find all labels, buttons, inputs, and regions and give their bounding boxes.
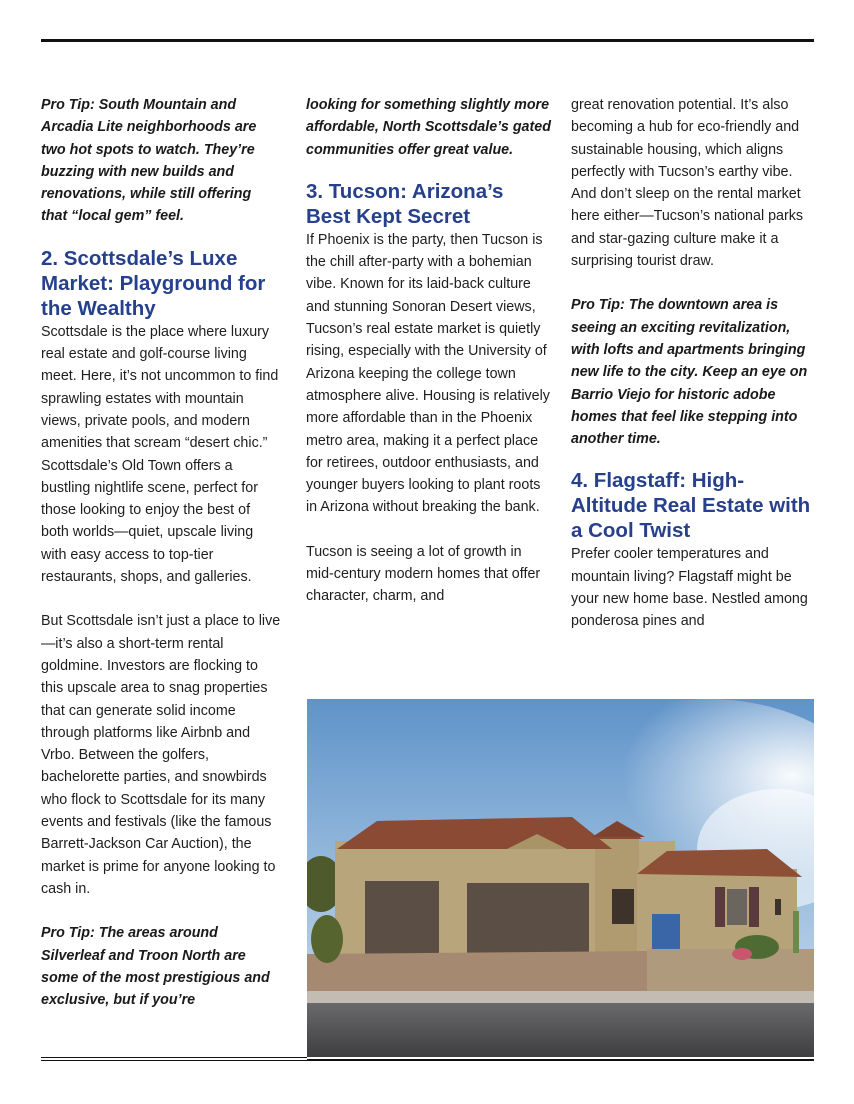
column-3 [571,94,817,633]
section-heading: 4. Flagstaff: High-Altitude Real Estate with a Cool Twist [571,469,811,543]
body-paragraph: If Phoenix is the party, then Tucson is the chill after-party with a bohemian vibe. Known for its laid-back culture and stunning Sonoran Desert views, Tucson’s real estate market is quietly rising, especially with the University of Arizona keeping the college town atmosphere alive. Housing is relatively more affordable than in the Phoenix metro area, making it a perfect place for retirees, outdoor enthusiasts, and younger buyers looking to plant roots in Arizona without breaking the bank. [306,231,550,516]
section-heading: 3. Tucson: Arizona’s Best Kept Secret [306,179,504,228]
top-rule [41,39,814,42]
body-paragraph: Tucson is seeing a lot of growth in mid-century modern homes that offer character, charm, and [306,543,541,605]
pro-tip-continued: looking for something slightly more affordable, North Scottsdale’s gated communities offer great value. [306,97,551,158]
body-paragraph: Prefer cooler temperatures and mountain living? Flagstaff might be your new home base. Nestled among ponderosa pines and [571,546,808,630]
body-paragraph: Scottsdale is the place where luxury real estate and golf-course living meet. Here, it’s not uncommon to find sprawling estates with mountain views, private pools, and modern amenities that scream “desert chic.” Scottsdale’s Old Town offers a bustling nightlife scene, perfect for those looking to enjoy the best of both worlds—quiet, upscale living with easy access to top-tier restaurants, shops, and galleries. [41,323,279,586]
bottom-rule [41,1057,307,1061]
house-photo [307,699,814,1057]
column-2 [306,94,552,608]
column-1 [41,94,281,1011]
bottom-rule-right [307,1059,814,1061]
pro-tip: Pro Tip: The areas around Silverleaf and Troon North are some of the most prestigious and exclusive, but if you’re [41,925,270,1009]
pro-tip: Pro Tip: The downtown area is seeing an exciting revitalization, with lofts and apartments bringing new life to the city. Keep an eye on Barrio Viejo for historic adobe homes that feel like stepping into another time. [571,297,808,448]
body-paragraph-continued: great renovation potential. It’s also becoming a hub for eco-friendly and sustainable housing, which aligns perfectly with Tucson’s earthy vibe. And don’t sleep on the rental market here either—Tucson’s national parks and star-gazing culture make it a surprising tourist draw. [571,97,804,270]
body-paragraph: But Scottsdale isn’t just a place to live—it’s also a short-term rental goldmine. Investors are flocking to this upscale area to snag properties that can generate solid income through platforms like Airbnb and Vrbo. Between the golfers, bachelorette parties, and snowbirds who flock to Scottsdale for its many events and festivals (like the famous Barrett-Jackson Car Auction), the market is prime for anyone looking to cash in. [41,613,281,897]
section-heading: 2. Scottsdale’s Luxe Market: Playground for the Wealthy [41,246,266,320]
pro-tip: Pro Tip: South Mountain and Arcadia Lite neighborhoods are two hot spots to watch. They’re buzzing with new builds and renovations, while still offering that “local gem” feel. [41,97,257,225]
